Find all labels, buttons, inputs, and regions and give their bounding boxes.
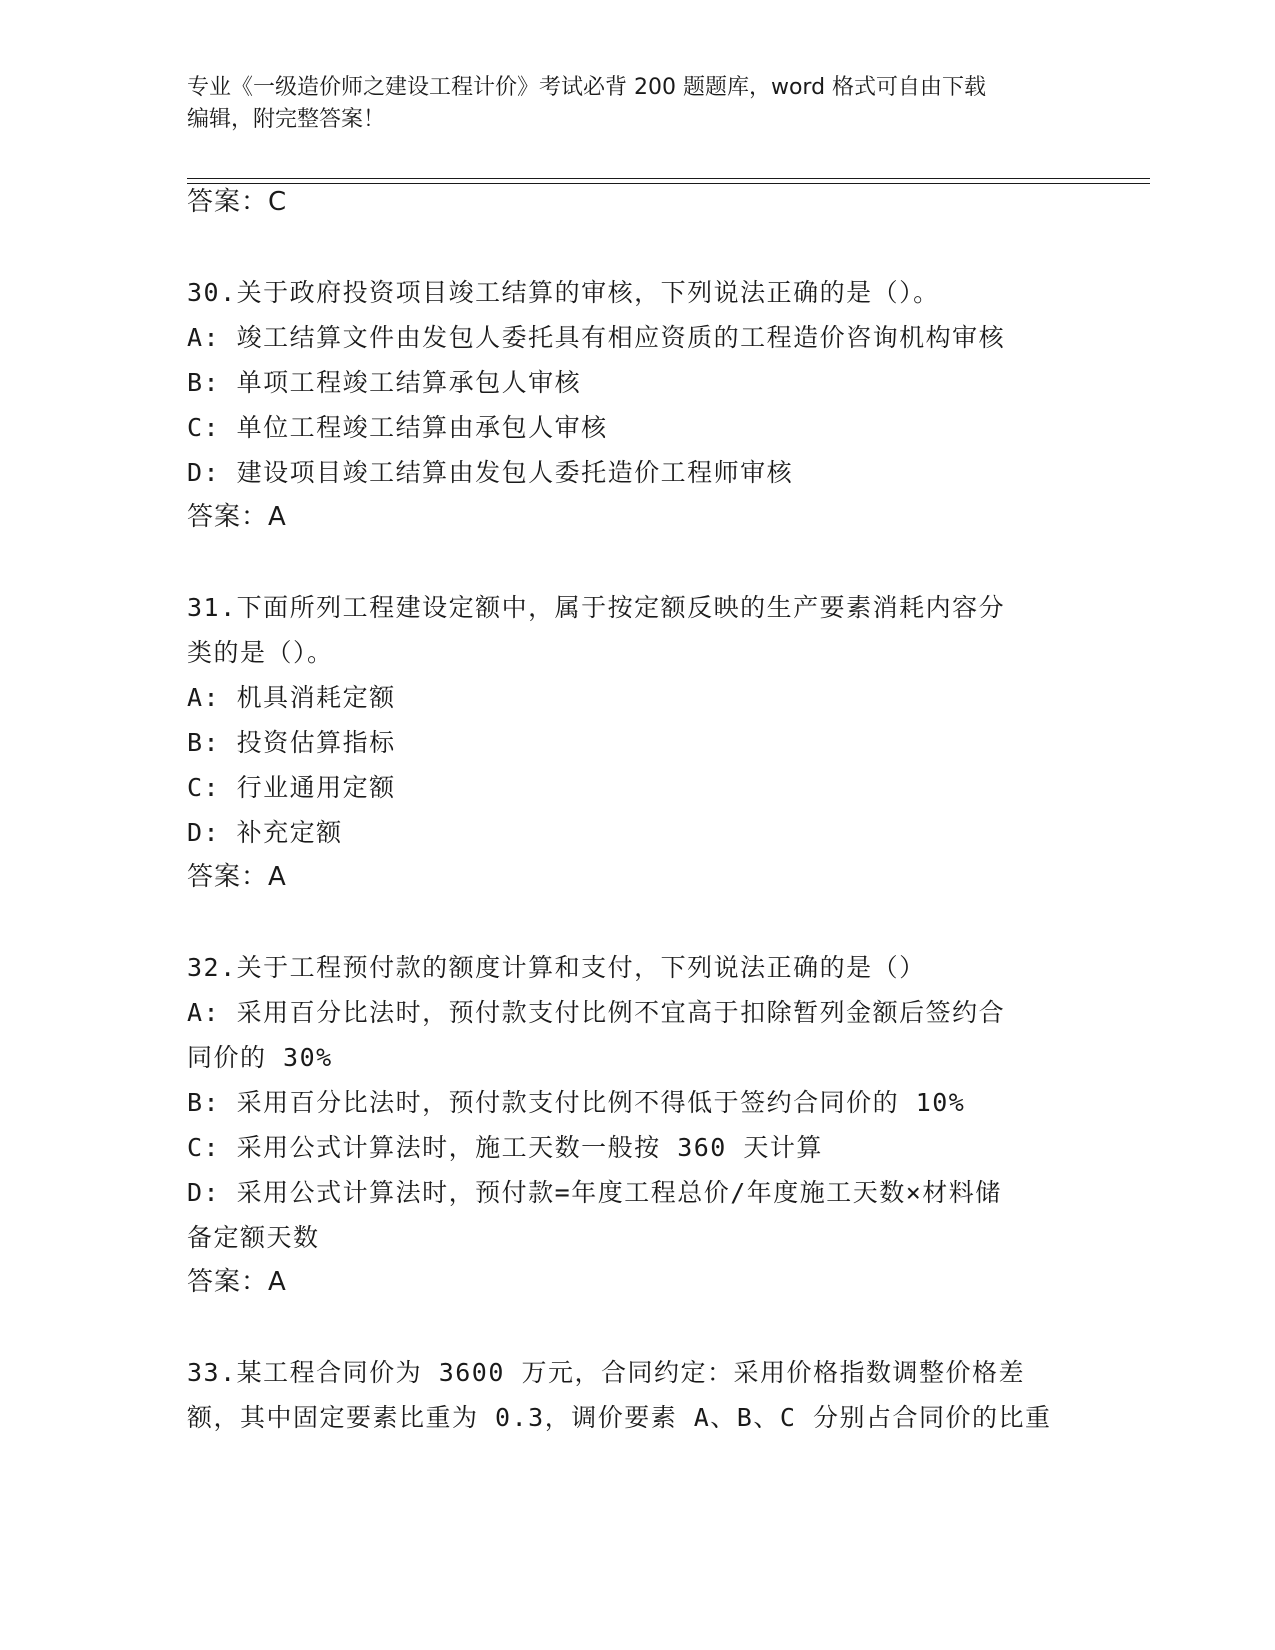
option-a: A: 竣工结算文件由发包人委托具有相应资质的工程造价咨询机构审核 bbox=[187, 323, 1006, 352]
question-block bbox=[187, 945, 1087, 1305]
option-d: D: 采用公式计算法时，预付款=年度工程总价/年度施工天数×材料储 bbox=[187, 1178, 1002, 1207]
question-block bbox=[187, 1350, 1087, 1440]
question-block bbox=[187, 270, 1087, 540]
option-c: C: 单位工程竣工结算由承包人审核 bbox=[187, 413, 608, 442]
question-stem: 30.关于政府投资项目竣工结算的审核，下列说法正确的是（）。 bbox=[187, 278, 940, 307]
option-a: A: 采用百分比法时，预付款支付比例不宜高于扣除暂列金额后签约合 bbox=[187, 998, 1006, 1027]
answer-line: 答案：A bbox=[187, 1267, 287, 1297]
option-c: C: 采用公式计算法时，施工天数一般按 360 天计算 bbox=[187, 1133, 823, 1162]
spacer bbox=[187, 1305, 1087, 1350]
header-divider-top bbox=[187, 178, 1150, 179]
spacer bbox=[187, 225, 1087, 270]
answer-line: 答案：A bbox=[187, 502, 287, 532]
option-a: A: 机具消耗定额 bbox=[187, 683, 396, 712]
spacer bbox=[187, 540, 1087, 585]
option-a-cont: 同价的 30% bbox=[187, 1043, 333, 1072]
question-stem: 31.下面所列工程建设定额中，属于按定额反映的生产要素消耗内容分 bbox=[187, 593, 1006, 622]
option-b: B: 单项工程竣工结算承包人审核 bbox=[187, 368, 582, 397]
question-stem-cont: 类的是（）。 bbox=[187, 638, 334, 667]
option-b: B: 投资估算指标 bbox=[187, 728, 396, 757]
option-b: B: 采用百分比法时，预付款支付比例不得低于签约合同价的 10% bbox=[187, 1088, 966, 1117]
answer-line: 答案：A bbox=[187, 862, 287, 892]
header-line-2: 编辑，附完整答案！ bbox=[187, 107, 386, 132]
header-line-1: 专业《一级造价师之建设工程计价》考试必背 200 题题库，word 格式可自由下载 bbox=[187, 75, 987, 100]
option-d: D: 补充定额 bbox=[187, 818, 343, 847]
question-stem: 33.某工程合同价为 3600 万元，合同约定：采用价格指数调整价格差 bbox=[187, 1358, 1025, 1387]
document-body bbox=[187, 180, 1087, 1440]
previous-answer: 答案：C bbox=[187, 187, 288, 217]
question-block bbox=[187, 585, 1087, 900]
page-header bbox=[187, 72, 1067, 136]
spacer bbox=[187, 900, 1087, 945]
option-d-cont: 备定额天数 bbox=[187, 1223, 320, 1252]
option-d: D: 建设项目竣工结算由发包人委托造价工程师审核 bbox=[187, 458, 794, 487]
question-stem: 32.关于工程预付款的额度计算和支付，下列说法正确的是（） bbox=[187, 953, 926, 982]
option-c: C: 行业通用定额 bbox=[187, 773, 396, 802]
question-stem-cont: 额，其中固定要素比重为 0.3，调价要素 A、B、C 分别占合同价的比重 bbox=[187, 1403, 1052, 1432]
